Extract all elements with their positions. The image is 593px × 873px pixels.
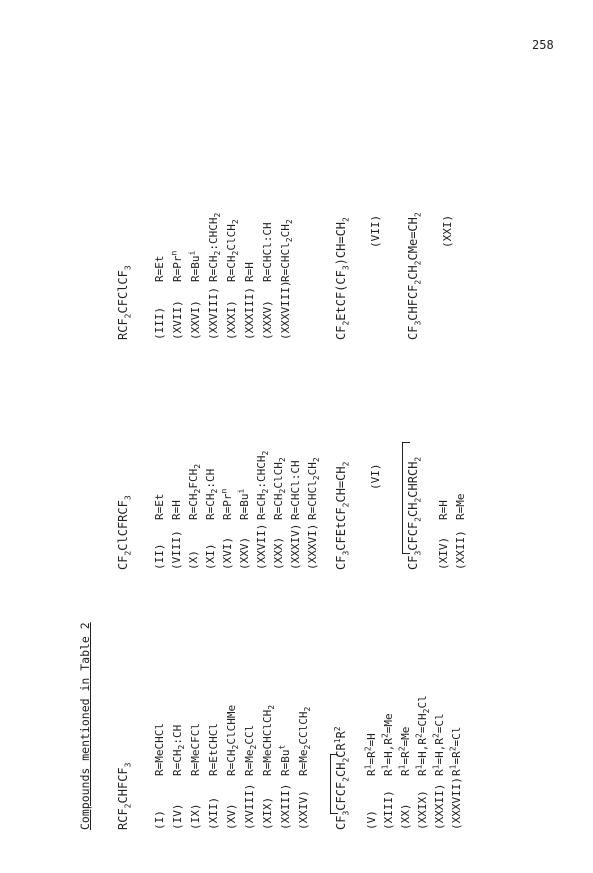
compound-label: (XIX) xyxy=(261,796,274,830)
formula: $CF_2EtCF(CF_3)CH=CH_2$ xyxy=(334,217,351,340)
formula-title: $CF_2ClCFRCF_3$ xyxy=(116,495,133,570)
substituent: $R^1=R^2=Me$ xyxy=(397,726,412,776)
substituent: R=Me xyxy=(454,493,467,520)
compound-label: (XXIII) xyxy=(279,783,292,830)
compound-label: (XXXVI) xyxy=(306,523,319,570)
compound-label: (XX) xyxy=(399,803,412,830)
compound-label: (XXV) xyxy=(238,536,251,570)
substituent: R=CHCl:CH xyxy=(261,222,274,282)
rotated-content xyxy=(68,50,588,830)
compound-label: (XXXII) xyxy=(433,783,446,830)
formula: $CF_3CHFCF_2CH_2CMe=CH_2$ xyxy=(406,212,423,340)
compound-label: (V) xyxy=(365,810,378,830)
compound-label: (VII) xyxy=(369,214,382,248)
heading: Compounds mentioned in Table 2 xyxy=(78,622,92,830)
compound-label: (VIII) xyxy=(170,530,183,570)
substituent: $R^1=R^2=H$ xyxy=(363,733,378,776)
substituent: $R=CH_2:CH$ xyxy=(204,468,220,520)
compound-label: (XXIV) xyxy=(297,790,310,830)
compound-label: (XIV) xyxy=(437,536,450,570)
substituent: $R=CH_2:CHCH_2$ xyxy=(207,212,223,282)
compound-label: (XI) xyxy=(204,543,217,570)
formula-title: $CF_3CFCF_2CH_2CR^1R^2$ xyxy=(333,726,351,830)
substituent: $R^1=H,R^2=Me$ xyxy=(380,713,395,776)
formula-title: $RCF_2CHFCF_3$ xyxy=(116,762,133,830)
compound-label: (XXVIII) xyxy=(207,287,220,340)
substituent: $R=CH_2ClCH_2$ xyxy=(225,219,241,282)
substituent: $R=Me_2CClCH_2$ xyxy=(297,706,313,776)
substituent: R=Et xyxy=(153,255,166,282)
compound-label: (IX) xyxy=(189,803,202,830)
formula: $CF_3CFEtCF_2CH=CH_2$ xyxy=(334,461,351,570)
substituent: R=MeCHCl xyxy=(153,723,166,776)
compound-label: (IV) xyxy=(171,803,184,830)
formula-title: $RCF_2CFClCF_3$ xyxy=(116,265,133,340)
substituent: R=H xyxy=(170,500,183,520)
substituent: $R=CH_2:CH$ xyxy=(171,724,187,776)
substituent: R=CHCl:CH xyxy=(289,460,302,520)
compound-label: (XXXV) xyxy=(261,300,274,340)
compound-label: (XVII) xyxy=(171,300,184,340)
page-number: 258 xyxy=(532,38,554,52)
compound-label: (VI) xyxy=(369,463,382,490)
substituent: $R=CH_2FCH_2$ xyxy=(187,463,203,520)
substituent: $R=CHCl_2CH_2$ xyxy=(306,457,322,520)
compound-label: (XV) xyxy=(225,803,238,830)
substituent: $R=CH_2:CHCH_2$ xyxy=(255,450,271,520)
compound-label: (X) xyxy=(187,550,200,570)
compound-label: (III) xyxy=(153,306,166,340)
compound-label: (XXX) xyxy=(272,536,285,570)
substituent: $R^1=H,R^2=CH_2Cl$ xyxy=(414,695,432,776)
substituent: R=EtCHCl xyxy=(207,723,220,776)
substituent: R=MeCHClCH$_2$ xyxy=(261,704,277,776)
substituent: $R^1=H,R^2=Cl$ xyxy=(431,713,446,776)
compound-label: (XXVI) xyxy=(189,300,202,340)
substituent: $R=Bu^i$ xyxy=(236,488,251,520)
substituent: $R=Pr^n$ xyxy=(219,488,234,520)
compound-label: (XXIX) xyxy=(416,790,429,830)
compound-label: (XXI) xyxy=(441,214,454,248)
substituent: $R=CHCl_2CH_2$ xyxy=(279,219,295,282)
compound-label: (I) xyxy=(153,810,166,830)
substituent: $R^1=R^2=Cl$ xyxy=(448,726,463,776)
compound-label: (XXXIII) xyxy=(243,287,256,340)
substituent: R=Et xyxy=(153,493,166,520)
substituent: $R=Me_2CCl$ xyxy=(243,724,259,776)
substituent: R=H xyxy=(243,262,256,282)
substituent: $R=CH_2ClCH_2$ xyxy=(272,457,288,520)
compound-label: (XII) xyxy=(207,796,220,830)
compound-label: (XXVII) xyxy=(255,523,268,570)
compound-label: (XXII) xyxy=(454,530,467,570)
compound-label: (XXXVIII) xyxy=(279,280,292,340)
compound-label: (II) xyxy=(153,543,166,570)
substituent: R=MeCFCl xyxy=(189,723,202,776)
compound-label: (XXXVII) xyxy=(450,777,463,830)
compound-label: (XIII) xyxy=(382,790,395,830)
substituent: $R=Bu^i$ xyxy=(187,250,202,282)
substituent: R=H xyxy=(437,500,450,520)
substituent: $R=Pr^n$ xyxy=(169,250,184,282)
compound-label: (XXXIV) xyxy=(289,523,302,570)
substituent: $R=CH_2ClCHMe$ xyxy=(225,704,241,776)
compound-label: (XVI) xyxy=(221,536,234,570)
compound-label: (XVIII) xyxy=(243,783,256,830)
substituent: $R=Bu^t$ xyxy=(277,744,292,776)
formula-title: $CF_3CFCF_2CH_2CHRCH_2$ xyxy=(406,456,423,570)
compound-label: (XXXI) xyxy=(225,300,238,340)
